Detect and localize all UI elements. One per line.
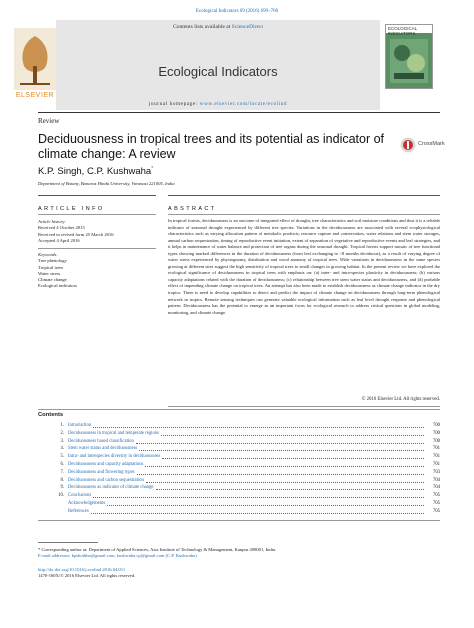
toc-leader: [156, 488, 424, 490]
history-accepted: Accepted 4 April 2016: [38, 237, 80, 243]
toc-page-number: 705: [432, 508, 440, 514]
toc-number: 8.: [60, 477, 64, 483]
article-history: [38, 219, 156, 244]
abstract-copyright: © 2016 Elsevier Ltd. All rights reserved.: [361, 397, 440, 402]
footnote: [38, 547, 438, 559]
toc-entry[interactable]: [38, 501, 440, 509]
homepage-label: journal homepage:: [148, 101, 200, 107]
keyword-item: Tropical trees: [38, 264, 64, 270]
toc-page-number: 701: [432, 454, 440, 460]
abstract-heading: ABSTRACT: [168, 206, 217, 212]
toc-leader: [145, 465, 424, 467]
toc-entry[interactable]: [38, 446, 440, 454]
toc-entry[interactable]: [38, 462, 440, 470]
authors[interactable]: K.P. Singh, C.P. Kushwaha: [38, 166, 152, 178]
contents-heading: Contents: [38, 412, 64, 418]
toc-number: 5.: [60, 454, 64, 460]
history-received: Received 4 October 2015: [38, 225, 85, 231]
keywords-block: [38, 252, 156, 290]
toc-entry[interactable]: [38, 431, 440, 439]
toc-entry[interactable]: [38, 470, 440, 478]
toc-number: 9.: [60, 485, 64, 491]
abstract-subrule: [168, 214, 440, 215]
toc-title[interactable]: Acknowledgements: [68, 501, 106, 506]
toc-page-number: 703: [432, 469, 440, 475]
toc-page-number: 705: [432, 493, 440, 499]
toc-leader: [91, 512, 424, 514]
toc-title[interactable]: Deciduousness in tropical and temperate regions: [68, 430, 159, 436]
cover-title: ECOLOGICAL INDICATORS: [388, 26, 418, 36]
toc-page-number: 704: [432, 485, 440, 491]
toc-title[interactable]: Intra- and interspecies diversity in deciduousness: [68, 454, 161, 460]
toc-entry[interactable]: [38, 493, 440, 501]
abstract-bottom-rule: [168, 406, 440, 407]
toc-title[interactable]: Conclusions: [68, 493, 92, 499]
toc-entry[interactable]: [38, 454, 440, 462]
contents-bottom-rule: [38, 520, 440, 521]
toc-title[interactable]: Deciduousness as indicator of climate change: [68, 485, 154, 491]
toc-entry[interactable]: [38, 423, 440, 431]
toc-leader: [146, 481, 424, 483]
journal-citation[interactable]: Ecological Indicators 69 (2016) 699–706: [195, 9, 279, 14]
toc-number: 10.: [58, 493, 64, 499]
crossmark-badge[interactable]: [400, 136, 446, 154]
toc-number: 4.: [60, 446, 64, 452]
keywords-label: Keywords:: [38, 252, 58, 257]
toc-title[interactable]: Stem water status and deciduousness: [68, 446, 138, 452]
contents-top-rule: [38, 409, 440, 410]
header-rule: [38, 112, 440, 113]
toc-title[interactable]: Deciduousness and capacity adaptations: [68, 462, 144, 467]
article-info-heading: ARTICLE INFO: [38, 206, 105, 212]
author-footnote-mark[interactable]: *: [151, 166, 154, 172]
toc-page-number: 701: [432, 446, 440, 452]
abstract-text: In tropical forests, deciduousness is an outcome of integrated effect of drought, tree characteristics and soil moisture conditions and thus it is a reliable indicator of seasonal drought experienced by different tree species. Variations in the deciduousness are associated with several ecophysiological characteristics such as varying allocation pattern of metabolic products, resource capture and conservation, water relations and stem water storages, annual carbon sequestration, timing of reproductive event initiation, extent of separation of vegetative and reproductive events and leaf strategies, and it helps in maintenance of water balance and protection of tree organs during the seasonal drought. Tropical forests support mosaic of tree functional types showing marked differences in the duration of deciduousness (from leaf exchanging to >8 months deciduous), as a result of varying degree of water stress experienced by physiognomy, distribution and wood anatomy of tropical trees. Wide variations in deciduousness in the same species growing at different sites suggest the high sensitivity of tropical trees to small changes in growing habitat. In the present review we have explored the ecological significance of deciduousness in tropical trees with emphasis on: (a) inter- and intra-species plasticity in deciduousness; (b) various capacity adaptations related with the duration of deciduousness; (c) relationship between tree stem water status and deciduousness, and (d) probable effect of impending climate change on tropical trees. An attempt has also been made to establish deciduousness as climate change indicator in the dry tropics. There is need to develop capabilities to detect and predict the impact of climate change on deciduousness through long-term phenological network in tropics. Remote sensing techniques can generate valuable ecological information such as leaf level drought response and phenological pattern. Deciduousness has the potential to emerge as an important focus for ecological research to address critical questions in global modeling, monitoring, and climate change.: [168, 218, 440, 315]
keywords-rule: [38, 248, 156, 249]
issn-line: 1470-160X/© 2016 Elsevier Ltd. All rights reserved.: [38, 573, 136, 578]
journal-cover-image: [385, 24, 433, 89]
history-label: Article history:: [38, 219, 66, 224]
toc-page-number: 700: [432, 423, 440, 428]
toc-leader: [93, 426, 424, 428]
toc-title[interactable]: Deciduousness based classification: [68, 438, 134, 444]
toc-title[interactable]: Introduction: [68, 423, 92, 428]
toc-leader: [93, 496, 424, 498]
toc-number: 1.: [60, 423, 64, 428]
toc-leader: [162, 457, 424, 459]
toc-page-number: 700: [432, 438, 440, 444]
publisher-name: ELSEVIER: [15, 92, 55, 99]
sciencedirect-link[interactable]: ScienceDirect: [231, 24, 264, 30]
toc-number: 2.: [60, 430, 64, 436]
abstract-rule: [168, 195, 440, 196]
article-type: Review: [38, 117, 60, 125]
toc-title[interactable]: Deciduousness and carbon sequestration: [68, 477, 144, 483]
affiliation: Department of Botany, Banaras Hindu University, Varanasi 221005, India: [38, 181, 175, 186]
toc-entry[interactable]: [38, 509, 440, 517]
toc-entry[interactable]: [38, 478, 440, 486]
cover-illustration: [390, 39, 428, 83]
toc-leader: [136, 442, 424, 444]
contents-available-line: [56, 24, 380, 30]
keyword-item: Water stress: [38, 270, 61, 276]
journal-homepage: [56, 101, 380, 107]
toc-entry[interactable]: [38, 439, 440, 447]
author-list: [38, 166, 153, 177]
email-addresses[interactable]: E-mail addresses: kpsbotbhu@gmail.com, kushwaha.cp@gmail.com (C.P. Kushwaha).: [38, 553, 198, 558]
keyword-item: Ecological indicators: [38, 283, 77, 289]
corresponding-author-note: * Corresponding author at: Department of Applied Sciences, Asia Institute of Technology & Management, Kanpur 208001, India.: [38, 547, 277, 552]
toc-page-number: 704: [432, 477, 440, 483]
footnote-rule: [38, 542, 98, 543]
crossmark-icon: [400, 136, 416, 154]
keyword-item: Tree phenology: [38, 258, 67, 264]
toc-entry[interactable]: [38, 485, 440, 493]
toc-leader: [139, 449, 424, 451]
homepage-link[interactable]: www.elsevier.com/locate/ecolind: [199, 101, 288, 107]
toc-leader: [107, 504, 424, 506]
toc-number: 6.: [60, 462, 64, 467]
keyword-item: Climate change: [38, 277, 67, 283]
article-title: Deciduousness in tropical trees and its potential as indicator of climate change: A review: [38, 132, 385, 161]
doi-block: [38, 567, 135, 579]
history-revised: Received in revised form 25 March 2016: [38, 231, 114, 237]
toc-page-number: 701: [432, 462, 440, 467]
doi-link[interactable]: http://dx.doi.org/10.1016/j.ecolind.2016.04.011: [38, 567, 126, 572]
toc-number: 3.: [60, 438, 64, 444]
toc-title[interactable]: Deciduousness and flowering types: [68, 469, 135, 475]
journal-title: Ecological Indicators: [158, 64, 278, 79]
toc-page-number: 705: [432, 501, 440, 506]
article-info-rule: [38, 195, 156, 196]
contents-prefix: Contents lists available at: [172, 24, 232, 30]
crossmark-label: CrossMark: [418, 141, 445, 147]
toc-leader: [137, 473, 424, 475]
toc-page-number: 700: [432, 430, 440, 436]
article-info-subrule: [38, 214, 156, 215]
toc-number: 7.: [60, 469, 64, 475]
toc-leader: [161, 434, 424, 436]
toc-title[interactable]: References: [68, 508, 89, 514]
